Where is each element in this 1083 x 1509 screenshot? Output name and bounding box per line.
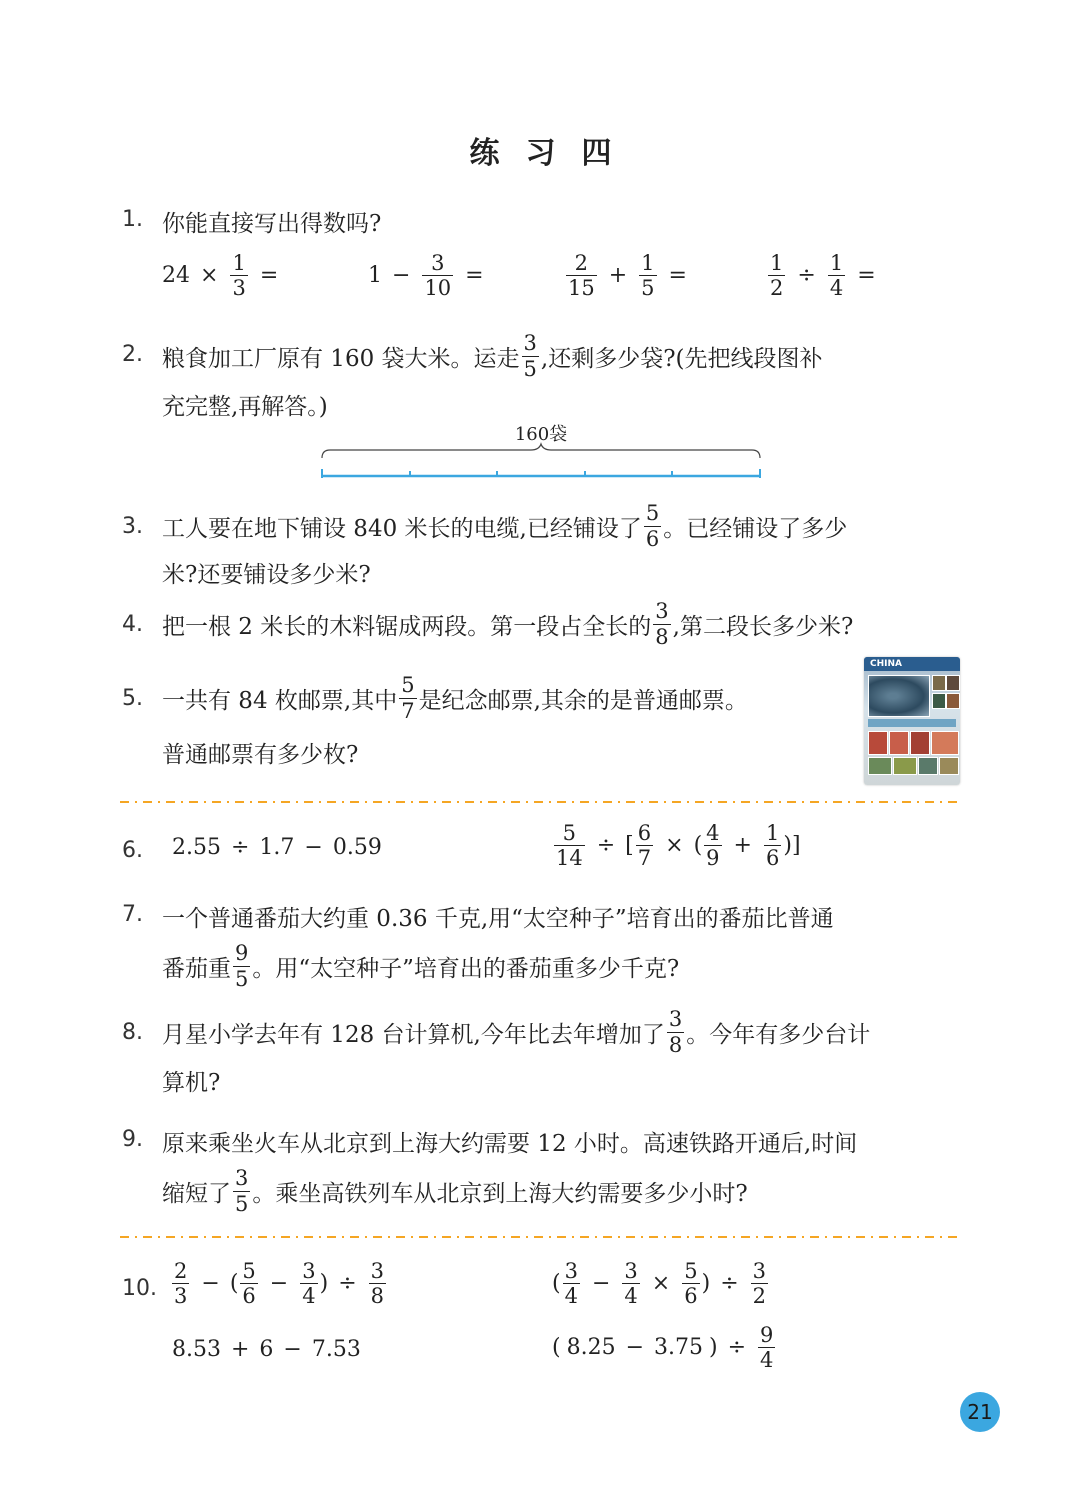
stamp-row	[868, 719, 956, 727]
expression	[162, 252, 288, 299]
fraction: $\frac{1}{3}$	[232, 251, 246, 301]
stamp-item	[889, 731, 909, 755]
fraction: $\frac{3}{4}$	[624, 1259, 638, 1309]
stamp-item	[931, 731, 959, 755]
stamp-item	[932, 675, 946, 691]
equals: =	[465, 263, 484, 289]
fraction: $\frac{3}{8}$	[668, 1007, 683, 1057]
operator: ×	[200, 263, 219, 289]
section-divider	[120, 800, 962, 804]
fraction: $\frac{9}{5}$	[235, 941, 249, 991]
question-text-line2: 充完整,再解答。)	[162, 394, 328, 420]
title-char: 练	[469, 136, 502, 171]
stamp-album-image	[864, 657, 960, 785]
expression: 8.53 + 6 − 7.53	[172, 1337, 361, 1362]
page-title	[0, 128, 1083, 172]
expression	[766, 252, 886, 299]
question-number: 4.	[122, 612, 143, 637]
fraction: $\frac{1}{5}$	[641, 251, 655, 301]
stamp-item	[932, 693, 946, 709]
expression: ( $\frac{3}{4}$ − $\frac{3}{4}$ × $\frac{5}{6}$ ) ÷ $\frac{3}{2}$	[552, 1259, 766, 1309]
fraction: $\frac{5}{14}$	[556, 821, 583, 871]
question-text-line2: 米?还要铺设多少米?	[162, 562, 371, 588]
stamp-item	[893, 757, 917, 775]
question-number: 5.	[122, 686, 143, 711]
fraction: $\frac{3}{4}$	[564, 1259, 578, 1309]
equals: =	[259, 263, 279, 289]
fraction: $\frac{4}{9}$	[706, 821, 720, 871]
equals: =	[857, 263, 876, 289]
expression: $\frac{5}{14}$ ÷ [ $\frac{6}{7}$ × ( $\frac{4}{9}$ + $\frac{1}{6}$ ) ]	[556, 821, 801, 871]
expression: $\frac{2}{3}$ − ( $\frac{5}{6}$ − $\frac{3}{4}$ ) ÷ $\frac{3}{8}$	[174, 1259, 384, 1309]
fraction: $\frac{6}{7}$	[637, 821, 652, 871]
diagram-label: 160袋	[514, 424, 568, 445]
question-text: 你能直接写出得数吗?	[162, 211, 382, 237]
title-char: 习	[525, 136, 558, 171]
fraction: $\frac{1}{2}$	[770, 251, 784, 301]
question-number: 8.	[122, 1020, 143, 1045]
question-text: 粮食加工厂原有 160 袋大米。运走 $\frac{3}{5}$ ,还剩多少袋?(先把线段图补	[162, 331, 823, 381]
question-number: 3.	[122, 514, 143, 539]
segment-diagram[interactable]	[316, 420, 766, 484]
fraction: $\frac{5}{6}$	[645, 501, 660, 551]
fraction: $\frac{3}{10}$	[424, 251, 452, 301]
question-text: 原来乘坐火车从北京到上海大约需要 12 小时。高速铁路开通后,时间	[162, 1131, 858, 1157]
question-text: 一共有 84 枚邮票,其中 $\frac{5}{7}$ 是纪念邮票,其余的是普通邮票。	[162, 673, 748, 723]
segment-line-svg	[316, 440, 766, 484]
fraction: $\frac{3}{8}$	[370, 1259, 384, 1309]
page-number-badge: 21	[960, 1392, 1000, 1432]
question-text: 一个普通番茄大约重 0.36 千克,用“太空种子”培育出的番茄比普通	[162, 906, 834, 932]
fraction: $\frac{2}{3}$	[174, 1259, 188, 1309]
stamp-item	[868, 731, 888, 755]
question-number: 7.	[122, 902, 143, 927]
stamp-item	[910, 731, 930, 755]
question-text-line2: 缩短了 $\frac{3}{5}$ 。乘坐高铁列车从北京到上海大约需要多少小时?	[162, 1166, 748, 1216]
fraction: $\frac{3}{4}$	[302, 1259, 316, 1309]
question-text-line2: 算机?	[162, 1070, 221, 1096]
question-text: 工人要在地下铺设 840 米长的电缆,已经铺设了 $\frac{5}{6}$ 。已经铺设了多少	[162, 501, 848, 551]
stamp-item	[868, 675, 930, 717]
section-divider	[120, 1235, 962, 1239]
stamp-item	[946, 693, 960, 709]
stamp-item	[939, 757, 959, 775]
fraction: $\frac{3}{5}$	[235, 1166, 249, 1216]
question-text-line2: 普通邮票有多少枚?	[162, 742, 359, 768]
question-text: 把一根 2 米长的木料锯成两段。第一段占全长的 $\frac{3}{8}$ ,第二段长多少米?	[162, 599, 854, 649]
operator: ÷	[797, 263, 816, 289]
fraction: $\frac{5}{6}$	[242, 1259, 256, 1309]
fraction: $\frac{3}{2}$	[752, 1259, 766, 1309]
question-number: 10.	[122, 1276, 157, 1301]
question-number: 6.	[122, 838, 143, 863]
expression	[564, 252, 697, 299]
expression	[368, 252, 494, 299]
fraction: $\frac{5}{6}$	[684, 1259, 698, 1309]
equals: =	[668, 263, 687, 289]
question-number: 9.	[122, 1127, 143, 1152]
fraction: $\frac{5}{7}$	[401, 673, 415, 723]
operator: −	[392, 263, 411, 289]
fraction: $\frac{2}{15}$	[568, 251, 595, 301]
question-text: 月星小学去年有 128 台计算机,今年比去年增加了 $\frac{3}{8}$ 。今年有多少台计	[162, 1007, 871, 1057]
expression: ( 8.25 − 3.75 ) ÷ $\frac{9}{4}$	[552, 1323, 774, 1373]
title-char: 四	[581, 136, 614, 171]
question-number: 2.	[122, 342, 143, 367]
brace	[322, 444, 760, 458]
fraction: $\frac{1}{4}$	[829, 251, 844, 301]
fraction: $\frac{3}{8}$	[655, 599, 669, 649]
operator: +	[608, 263, 628, 289]
fraction: $\frac{9}{4}$	[760, 1323, 774, 1373]
expression: 2.55 ÷ 1.7 − 0.59	[172, 835, 382, 860]
stamp-item	[918, 757, 938, 775]
stamp-item	[868, 757, 892, 775]
stamp-header: CHINA	[864, 657, 960, 671]
number: 24	[162, 263, 190, 289]
question-number: 1.	[122, 207, 143, 232]
number: 1	[368, 263, 382, 289]
question-text-line2: 番茄重 $\frac{9}{5}$ 。用“太空种子”培育出的番茄重多少千克?	[162, 941, 680, 991]
fraction: $\frac{1}{6}$	[765, 821, 780, 871]
stamp-item	[946, 675, 960, 691]
fraction: $\frac{3}{5}$	[523, 331, 537, 381]
